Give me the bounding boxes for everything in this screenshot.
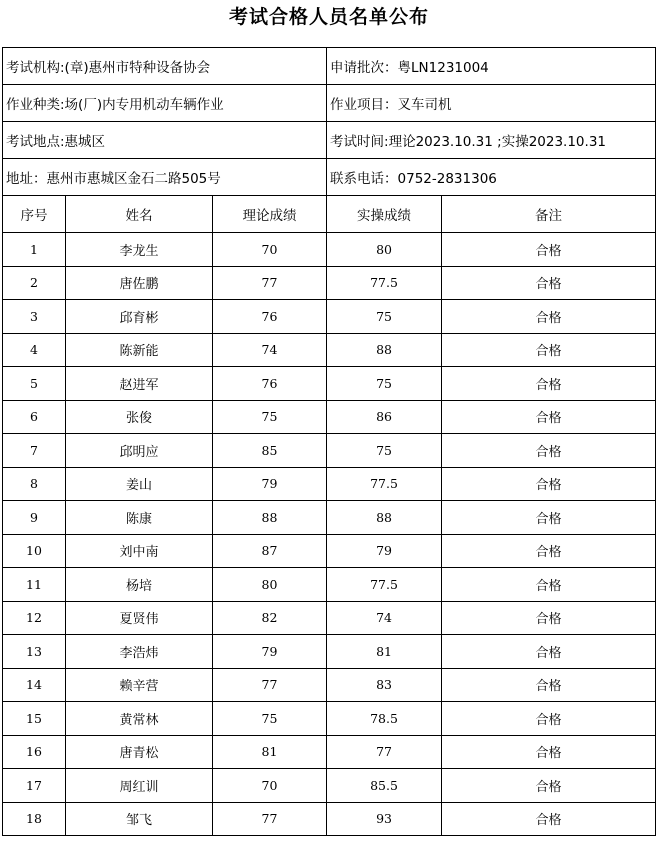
table-row bbox=[3, 467, 656, 501]
cell-name: 杨培 bbox=[66, 568, 213, 602]
info-row-type bbox=[3, 85, 656, 122]
cell-remark: 合格 bbox=[442, 601, 656, 635]
column-header-remark: 备注 bbox=[442, 196, 656, 233]
cell-practice-score: 80 bbox=[327, 233, 442, 267]
cell-remark: 合格 bbox=[442, 534, 656, 568]
table-row bbox=[3, 668, 656, 702]
cell-theory-score: 74 bbox=[213, 333, 327, 367]
table-row bbox=[3, 601, 656, 635]
table-row bbox=[3, 568, 656, 602]
address: 地址：惠州市惠城区金石二路505号 bbox=[3, 159, 327, 196]
table-row bbox=[3, 333, 656, 367]
cell-no: 16 bbox=[3, 735, 66, 769]
cell-theory-score: 87 bbox=[213, 534, 327, 568]
table-row bbox=[3, 233, 656, 267]
exam-time: 考试时间:理论2023.10.31 ;实操2023.10.31 bbox=[327, 122, 656, 159]
cell-no: 12 bbox=[3, 601, 66, 635]
cell-practice-score: 85.5 bbox=[327, 769, 442, 803]
cell-no: 6 bbox=[3, 400, 66, 434]
info-row-address bbox=[3, 159, 656, 196]
table-row bbox=[3, 367, 656, 401]
table-row bbox=[3, 735, 656, 769]
cell-practice-score: 78.5 bbox=[327, 702, 442, 736]
cell-name: 唐佐鹏 bbox=[66, 266, 213, 300]
table-row bbox=[3, 434, 656, 468]
cell-name: 夏贤伟 bbox=[66, 601, 213, 635]
cell-practice-score: 74 bbox=[327, 601, 442, 635]
cell-remark: 合格 bbox=[442, 333, 656, 367]
cell-remark: 合格 bbox=[442, 434, 656, 468]
cell-remark: 合格 bbox=[442, 367, 656, 401]
cell-practice-score: 79 bbox=[327, 534, 442, 568]
cell-remark: 合格 bbox=[442, 467, 656, 501]
table-row bbox=[3, 266, 656, 300]
cell-name: 黄常林 bbox=[66, 702, 213, 736]
cell-no: 10 bbox=[3, 534, 66, 568]
cell-name: 邹飞 bbox=[66, 802, 213, 836]
cell-name: 周红训 bbox=[66, 769, 213, 803]
cell-practice-score: 77.5 bbox=[327, 568, 442, 602]
column-header-no: 序号 bbox=[3, 196, 66, 233]
cell-no: 8 bbox=[3, 467, 66, 501]
table-row bbox=[3, 802, 656, 836]
cell-practice-score: 83 bbox=[327, 668, 442, 702]
cell-no: 1 bbox=[3, 233, 66, 267]
cell-no: 5 bbox=[3, 367, 66, 401]
column-header-row bbox=[3, 196, 656, 233]
cell-remark: 合格 bbox=[442, 266, 656, 300]
page-title: 考试合格人员名单公布 bbox=[228, 6, 429, 28]
cell-remark: 合格 bbox=[442, 400, 656, 434]
cell-theory-score: 70 bbox=[213, 769, 327, 803]
cell-theory-score: 82 bbox=[213, 601, 327, 635]
cell-name: 陈康 bbox=[66, 501, 213, 535]
cell-remark: 合格 bbox=[442, 233, 656, 267]
cell-theory-score: 85 bbox=[213, 434, 327, 468]
cell-name: 张俊 bbox=[66, 400, 213, 434]
cell-no: 7 bbox=[3, 434, 66, 468]
cell-theory-score: 70 bbox=[213, 233, 327, 267]
exam-org: 考试机构:(章)惠州市特种设备协会 bbox=[3, 48, 327, 85]
info-row-org bbox=[3, 48, 656, 85]
cell-theory-score: 76 bbox=[213, 300, 327, 334]
cell-practice-score: 77.5 bbox=[327, 467, 442, 501]
contact-phone: 联系电话：0752-2831306 bbox=[327, 159, 656, 196]
cell-no: 4 bbox=[3, 333, 66, 367]
table-row bbox=[3, 769, 656, 803]
cell-remark: 合格 bbox=[442, 668, 656, 702]
table-body bbox=[3, 48, 656, 836]
table-row bbox=[3, 635, 656, 669]
work-item: 作业项目：叉车司机 bbox=[327, 85, 656, 122]
qualified-personnel-table bbox=[2, 47, 656, 836]
cell-theory-score: 77 bbox=[213, 802, 327, 836]
cell-practice-score: 75 bbox=[327, 434, 442, 468]
cell-name: 邱明应 bbox=[66, 434, 213, 468]
cell-no: 14 bbox=[3, 668, 66, 702]
cell-name: 唐青松 bbox=[66, 735, 213, 769]
table-row bbox=[3, 300, 656, 334]
cell-theory-score: 76 bbox=[213, 367, 327, 401]
exam-location: 考试地点:惠城区 bbox=[3, 122, 327, 159]
cell-theory-score: 77 bbox=[213, 266, 327, 300]
cell-no: 2 bbox=[3, 266, 66, 300]
cell-remark: 合格 bbox=[442, 769, 656, 803]
info-row-location bbox=[3, 122, 656, 159]
cell-theory-score: 77 bbox=[213, 668, 327, 702]
cell-theory-score: 75 bbox=[213, 702, 327, 736]
cell-no: 17 bbox=[3, 769, 66, 803]
cell-practice-score: 75 bbox=[327, 300, 442, 334]
work-type: 作业种类:场(厂)内专用机动车辆作业 bbox=[3, 85, 327, 122]
cell-remark: 合格 bbox=[442, 802, 656, 836]
cell-name: 姜山 bbox=[66, 467, 213, 501]
cell-name: 李浩炜 bbox=[66, 635, 213, 669]
cell-name: 赵进军 bbox=[66, 367, 213, 401]
cell-name: 赖辛营 bbox=[66, 668, 213, 702]
cell-theory-score: 80 bbox=[213, 568, 327, 602]
table-row bbox=[3, 400, 656, 434]
cell-theory-score: 79 bbox=[213, 635, 327, 669]
column-header-practice: 实操成绩 bbox=[327, 196, 442, 233]
cell-remark: 合格 bbox=[442, 568, 656, 602]
table-row bbox=[3, 702, 656, 736]
cell-no: 3 bbox=[3, 300, 66, 334]
cell-theory-score: 81 bbox=[213, 735, 327, 769]
cell-theory-score: 88 bbox=[213, 501, 327, 535]
cell-practice-score: 75 bbox=[327, 367, 442, 401]
column-header-theory: 理论成绩 bbox=[213, 196, 327, 233]
cell-practice-score: 86 bbox=[327, 400, 442, 434]
cell-no: 18 bbox=[3, 802, 66, 836]
cell-practice-score: 88 bbox=[327, 333, 442, 367]
cell-no: 15 bbox=[3, 702, 66, 736]
table-row bbox=[3, 501, 656, 535]
cell-name: 陈新能 bbox=[66, 333, 213, 367]
cell-remark: 合格 bbox=[442, 635, 656, 669]
cell-no: 11 bbox=[3, 568, 66, 602]
cell-remark: 合格 bbox=[442, 702, 656, 736]
cell-no: 9 bbox=[3, 501, 66, 535]
cell-no: 13 bbox=[3, 635, 66, 669]
cell-remark: 合格 bbox=[442, 300, 656, 334]
table-row bbox=[3, 534, 656, 568]
cell-theory-score: 79 bbox=[213, 467, 327, 501]
cell-practice-score: 77.5 bbox=[327, 266, 442, 300]
cell-name: 李龙生 bbox=[66, 233, 213, 267]
cell-practice-score: 88 bbox=[327, 501, 442, 535]
column-header-name: 姓名 bbox=[66, 196, 213, 233]
cell-practice-score: 81 bbox=[327, 635, 442, 669]
cell-name: 邱育彬 bbox=[66, 300, 213, 334]
cell-practice-score: 93 bbox=[327, 802, 442, 836]
cell-remark: 合格 bbox=[442, 501, 656, 535]
cell-name: 刘中南 bbox=[66, 534, 213, 568]
cell-theory-score: 75 bbox=[213, 400, 327, 434]
application-batch: 申请批次：粤LN1231004 bbox=[327, 48, 656, 85]
cell-practice-score: 77 bbox=[327, 735, 442, 769]
cell-remark: 合格 bbox=[442, 735, 656, 769]
